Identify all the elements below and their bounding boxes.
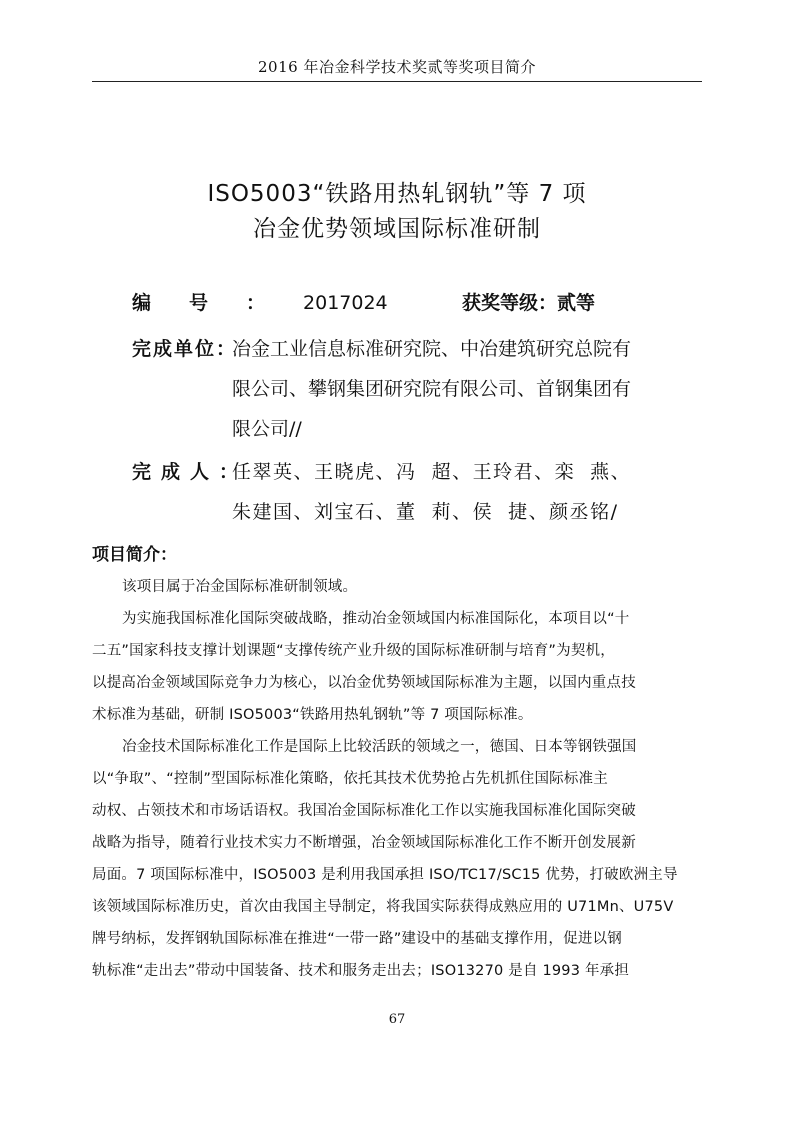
people-label: 完成人： — [132, 461, 249, 483]
units-line: 冶金工业信息标准研究院、中冶建筑研究总院有 — [232, 338, 632, 360]
running-header: 2016 年冶金科学技术奖贰等奖项目简介 — [258, 58, 536, 76]
units-line: 限公司、攀钢集团研究院有限公司、首钢集团有 — [232, 378, 632, 400]
award-row — [462, 288, 595, 315]
paragraph-line: 该领域国际标准历史，首次由我国主导制定，将我国实际获得成熟应用的 U71Mn、U75V — [92, 899, 674, 915]
units-line: 限公司// — [232, 418, 302, 440]
code-label: 编号： — [132, 292, 304, 314]
people-line: 任翠英、王晓虎、冯 超、王玲君、栾 燕、 — [232, 461, 632, 483]
paragraph-line: 以提高冶金领域国际竞争力为核心，以冶金优势领域国际标准为主题，以国内重点技 — [92, 675, 636, 691]
document-title-line-1: ISO5003“铁路用热轧钢轨”等 7 项 — [207, 181, 587, 207]
paragraph-line: 为实施我国标准化国际突破战略，推动冶金领域国内标准国际化，本项目以“十 — [122, 611, 630, 627]
paragraph-line: 牌号纳标，发挥钢轨国际标准在推进“一带一路”建设中的基础支撑作用，促进以钢 — [92, 931, 622, 947]
units-label: 完成单位： — [132, 338, 238, 360]
document-title-line-2: 冶金优势领域国际标准研制 — [253, 216, 541, 242]
section-title: 项目简介： — [92, 545, 177, 565]
paragraph-line: 动权、占领技术和市场话语权。我国冶金国际标准化工作以实施我国标准化国际突破 — [92, 803, 636, 819]
award-value: 贰等 — [557, 292, 596, 314]
code-row — [132, 288, 388, 315]
paragraph-line: 轨标准“走出去”带动中国装备、技术和服务走出去；ISO13270 是自 1993 年承担 — [92, 963, 630, 979]
paragraph-line: 以“争取”、“控制”型国际标准化策略，依托其技术优势抢占先机抓住国际标准主 — [92, 771, 608, 787]
page-number: 67 — [388, 1012, 406, 1027]
award-label: 获奖等级： — [462, 292, 558, 314]
header-rule — [92, 81, 702, 82]
code-value: 2017024 — [303, 292, 388, 314]
paragraph-line: 术标准为基础，研制 ISO5003“铁路用热轧钢轨”等 7 项国际标准。 — [92, 707, 533, 723]
paragraph-line: 战略为指导，随着行业技术实力不断增强，冶金领域国际标准化工作不断开创发展新 — [92, 835, 636, 851]
paragraph-line: 冶金技术国际标准化工作是国际上比较活跃的领域之一，德国、日本等钢铁强国 — [122, 739, 637, 755]
paragraph-line: 该项目属于冶金国际标准研制领域。 — [122, 579, 358, 595]
paragraph-line: 二五”国家科技支撑计划课题“支撑传统产业升级的国际标准研制与培育”为契机， — [92, 643, 615, 659]
people-line: 朱建国、刘宝石、董 莉、侯 捷、颜丞铭/ — [232, 501, 619, 523]
paragraph-line: 局面。7 项国际标准中，ISO5003 是利用我国承担 ISO/TC17/SC15 优势，打破欧洲主导 — [92, 867, 678, 883]
